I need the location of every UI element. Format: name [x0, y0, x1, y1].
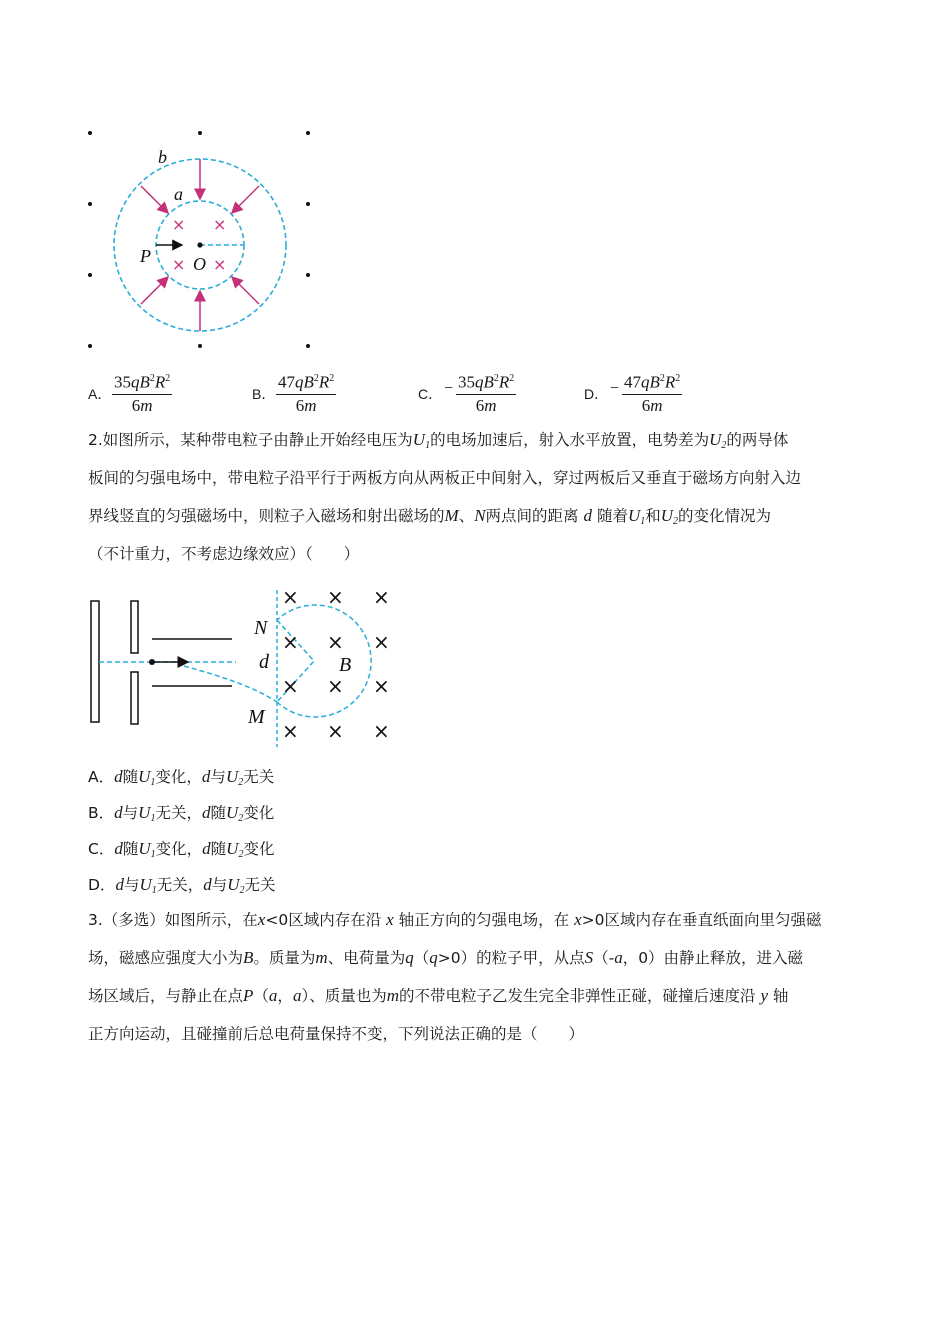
- cross-mark: ×: [282, 719, 299, 743]
- figure-accelerator-magnetic-field: [84, 582, 404, 752]
- option-b-label[interactable]: B．: [252, 386, 276, 402]
- option-b-expression: $\frac{47qB^2R^2}{6m}$: [276, 368, 336, 417]
- q2-line-4: （不计重力，不考虑边缘效应）（ ）: [88, 545, 360, 563]
- cross-mark: ×: [373, 719, 390, 743]
- label-B: B: [339, 654, 352, 676]
- cross-mark: ×: [373, 630, 390, 654]
- q2-option-b[interactable]: B．d与$U_1$无关，d随$U_2$变化: [88, 803, 275, 824]
- label-M: M: [248, 706, 265, 728]
- q2-option-a[interactable]: A．d随$U_1$变化，d与$U_2$无关: [88, 767, 275, 788]
- option-a-label[interactable]: A．: [88, 386, 112, 402]
- cross-mark: ×: [327, 630, 344, 654]
- q2-line-3: 界线竖直的匀强磁场中，则粒子入磁场和射出磁场的M、N两点间的距离 d 随着$U_1$和$U_2$的变化情况为: [88, 506, 772, 527]
- cross-mark: ×: [327, 719, 344, 743]
- label-a: a: [174, 184, 183, 204]
- cross-mark: ×: [172, 215, 186, 234]
- label-N: N: [254, 617, 268, 639]
- figure-concentric-fields: [80, 120, 320, 360]
- cross-mark: ×: [172, 255, 186, 274]
- cross-mark: ×: [282, 630, 299, 654]
- cross-mark: ×: [327, 674, 344, 698]
- option-a-expression: $\frac{35qB^2R^2}{6m}$: [112, 368, 172, 417]
- cross-mark: ×: [373, 674, 390, 698]
- cross-mark: ×: [213, 215, 227, 234]
- cross-mark: ×: [327, 585, 344, 609]
- q2-option-c[interactable]: C．d随$U_1$变化，d随$U_2$变化: [88, 839, 275, 860]
- q2-line-2: 板间的匀强电场中，带电粒子沿平行于两板方向从两板正中间射入，穿过两板后又垂直于磁场方向射入边: [88, 469, 802, 487]
- cross-mark: ×: [282, 674, 299, 698]
- option-c-label[interactable]: C．: [418, 386, 443, 402]
- option-d-label[interactable]: D．: [584, 386, 609, 402]
- option-c-expression: $\frac{35qB^2R^2}{6m}$: [456, 368, 516, 417]
- q2-line-1: 2.如图所示，某种带电粒子由静止开始经电压为$U_1$的电场加速后，射入水平放置，电势差为$U_2$的两导体: [88, 430, 789, 451]
- option-d-expression: $\frac{47qB^2R^2}{6m}$: [622, 368, 682, 417]
- q2-option-d[interactable]: D．d与$U_1$无关，d与$U_2$无关: [88, 875, 276, 896]
- q3-line-3: 场区域后，与静止在点P（a，a）、质量也为m的不带电粒子乙发生完全非弹性正碰，碰撞后速度沿 y 轴: [88, 986, 789, 1005]
- cross-mark: ×: [373, 585, 390, 609]
- q3-line-4: 正方向运动，且碰撞前后总电荷量保持不变，下列说法正确的是（ ）: [88, 1025, 585, 1043]
- q3-line-2: 场，磁感应强度大小为B。质量为m、电荷量为q（q>0）的粒子甲，从点S（-a，0）由静止释放，进入磁: [88, 948, 804, 967]
- q3-line-1: 3.（多选）如图所示，在x<0区域内存在沿 x 轴正方向的匀强电场，在 x>0区域内存在垂直纸面向里匀强磁: [88, 910, 822, 929]
- label-P: P: [140, 246, 151, 266]
- option-c-sign: −: [444, 380, 454, 397]
- label-O: O: [193, 254, 206, 274]
- cross-mark: ×: [282, 585, 299, 609]
- label-b: b: [158, 147, 167, 167]
- cross-mark: ×: [213, 255, 227, 274]
- option-d-sign: −: [610, 380, 620, 397]
- label-d: d: [259, 651, 269, 673]
